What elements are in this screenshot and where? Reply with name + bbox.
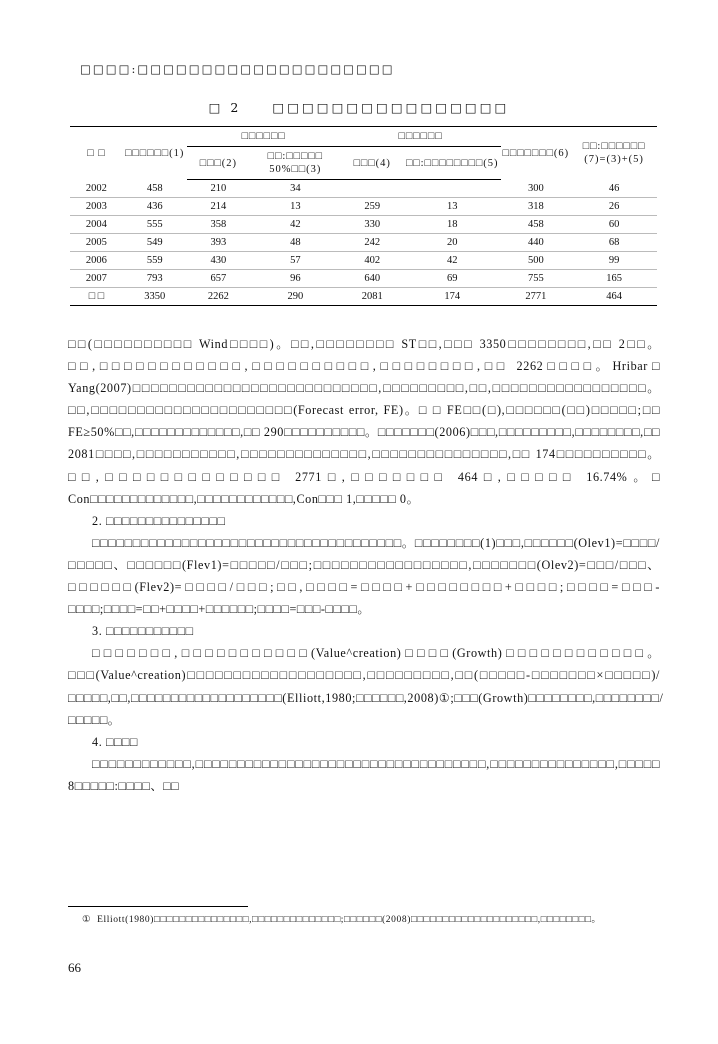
cell: 174 xyxy=(404,288,501,306)
paragraph: □□□□□□□□□□□□□□□□□□□□□□□□□□□□□□□□□□□□□□。□□□□□□□□(1)□□□,□□□□□□(Olev1)=□□□□/□□□□□、□□□□□□(Flev1)=□□□□□/□□□;□□□□□□□□□□□□□□□□□,□□□□□□□(Olev2)=□□□/□□□、□□□□□□(Flev2)=□□□□/□□□;□□,□□□□=□□□□+□□□□□□□□+□□□□;□□□□=□□□-□□□□;□□□□=□□+□□□□+□□□□□□;□□□□=□□□-□□□□。 xyxy=(68,535,660,617)
cell: 259 xyxy=(341,198,404,216)
table-title: □ 2 □□□□□□□□□□□□□□□□ xyxy=(208,100,510,115)
cell: 48 xyxy=(250,234,340,252)
cell: 96 xyxy=(250,270,340,288)
col-header-initial: □□□□□□(1) xyxy=(125,147,185,159)
cell: 318 xyxy=(501,198,572,216)
cell: 57 xyxy=(250,252,340,270)
cell: 657 xyxy=(187,270,250,288)
cell: 458 xyxy=(123,180,187,198)
cell: 68 xyxy=(571,234,657,252)
body-text xyxy=(68,333,664,797)
section-heading-4: 4. □□□□ xyxy=(92,734,138,749)
cell: 2081 xyxy=(341,288,404,306)
table-row xyxy=(70,252,657,270)
paragraph: □□□□□□□,□□□□□□□□□□□(Value^creation)□□□□(Growth)□□□□□□□□□□□□。□□□(Value^creation)□□□□□□□□□□□□□□□□□□□,□□□□□□□□□,□□(□□□□□-□□□□□□□×□□□□□)/□□□□□,□□,□□□□□□□□□□□□□□□□□□□(Elliott,1980;□□□□□□,2008)①;□□□(Growth)□□□□□□□□,□□□□□□□□/□□□□□。 xyxy=(68,646,664,727)
col-header-a2: □□:□□□□□ 50%□□(3) xyxy=(250,147,340,180)
page-number: 66 xyxy=(68,960,81,975)
table-row xyxy=(70,180,657,198)
cell: 290 xyxy=(250,288,340,306)
cell: 2005 xyxy=(70,234,123,252)
cell: 242 xyxy=(341,234,404,252)
cell: 46 xyxy=(571,180,657,198)
cell: 2003 xyxy=(70,198,123,216)
source-note: □□□□:□□□□□□□□□□□□□□□□□□□□ xyxy=(80,62,395,76)
cell: 42 xyxy=(250,216,340,234)
cell: 2004 xyxy=(70,216,123,234)
cell: 402 xyxy=(341,252,404,270)
cell: 2007 xyxy=(70,270,123,288)
cell: 358 xyxy=(187,216,250,234)
sample-selection-table xyxy=(70,126,657,306)
cell: 42 xyxy=(404,252,501,270)
cell: 393 xyxy=(187,234,250,252)
cell: 755 xyxy=(501,270,572,288)
table-total-row xyxy=(70,288,657,306)
cell: 13 xyxy=(250,198,340,216)
cell: 165 xyxy=(571,270,657,288)
cell: 559 xyxy=(123,252,187,270)
paragraph: □□□□□□□□□□□□,□□□□□□□□□□□□□□□□□□□□□□□□□□□□□□□□□□□,□□□□□□□□□□□□□□□,□□□□□ 8□□□□□:□□□□、□□ xyxy=(68,756,660,793)
cell: 458 xyxy=(501,216,572,234)
cell xyxy=(404,180,501,198)
cell: 793 xyxy=(123,270,187,288)
footnote-text: Elliott(1980)□□□□□□□□□□□□□□□,□□□□□□□□□□□□□□;□□□□□□(2008)□□□□□□□□□□□□□□□□□□□□,□□□□□□□□。 xyxy=(97,915,602,925)
table-row xyxy=(70,216,657,234)
cell: 2006 xyxy=(70,252,123,270)
col-header-a1: □□□(2) xyxy=(187,147,250,180)
footnote xyxy=(68,912,660,928)
cell: 440 xyxy=(501,234,572,252)
cell: 300 xyxy=(501,180,572,198)
col-group-b: □□□□□□ xyxy=(341,127,501,147)
cell: 549 xyxy=(123,234,187,252)
section-heading-2: 2. □□□□□□□□□□□□□□□ xyxy=(92,513,226,528)
cell: □ □ xyxy=(70,288,123,306)
cell: 18 xyxy=(404,216,501,234)
section-heading-3: 3. □□□□□□□□□□□ xyxy=(92,624,194,639)
cell: 69 xyxy=(404,270,501,288)
cell: 34 xyxy=(250,180,340,198)
cell: 99 xyxy=(571,252,657,270)
cell: 2002 xyxy=(70,180,123,198)
paragraph: □□(□□□□□□□□□□ Wind□□□□)。□□,□□□□□□□□ ST□□,□□□ 3350□□□□□□□□,□□ 2□□。□□,□□□□□□□□□□□□,□□□□□□□□□□,□□□□□□□□,□□ 2262□□□□。Hribar□ Yang(2007)□□□□□□□□□□□□□□□□□□□□□□□□□□□,□□□□□□□□□,□□,□□□□□□□□□□□□□□□□□。□□,□□□□□□□□□□□□□□□□□□□□□□(Forecast error, FE)。□ □ FE□□(□),□□□□□□(□□)□□□□□;□□ FE≥50%□□,□□□□□□□□□□□□□,□□ 290□□□□□□□□□□。□□□□□□□(2006)□□□,□□□□□□□□□,□□□□□□□□,□□ 2081□□□□,□□□□□□□□□□□,□□□□□□□□□□□□□□,□□□□□□□□□□□□□□□,□□ 174□□□□□□□□□□。□□,□□□□□□□□□□□□□ 2771□,□□□□□□□ 464□,□□□□□ 16.74%。□ Con□□□□□□□□□□□□□,□□□□□□□□□□□□,Con□□□ 1,□□□□□ 0。 xyxy=(68,337,660,506)
col-header-final: □□□□□□□(6) xyxy=(502,147,570,159)
table-row xyxy=(70,234,657,252)
cell: 2262 xyxy=(187,288,250,306)
cell: 555 xyxy=(123,216,187,234)
footnote-divider xyxy=(68,906,248,907)
cell: 3350 xyxy=(123,288,187,306)
cell: 20 xyxy=(404,234,501,252)
cell: 430 xyxy=(187,252,250,270)
cell xyxy=(341,180,404,198)
cell: 26 xyxy=(571,198,657,216)
cell: 640 xyxy=(341,270,404,288)
footnote-mark: ① xyxy=(82,915,92,925)
col-group-a: □□□□□□ xyxy=(187,127,341,147)
cell: 500 xyxy=(501,252,572,270)
table-row xyxy=(70,198,657,216)
col-header-year: □ □ xyxy=(87,147,106,159)
col-header-b1: □□□(4) xyxy=(341,147,404,180)
cell: 13 xyxy=(404,198,501,216)
cell: 210 xyxy=(187,180,250,198)
cell: 330 xyxy=(341,216,404,234)
cell: 2771 xyxy=(501,288,572,306)
table-row xyxy=(70,270,657,288)
cell: 464 xyxy=(571,288,657,306)
cell: 214 xyxy=(187,198,250,216)
col-header-b2: □□:□□□□□□□□(5) xyxy=(404,147,501,180)
cell: 436 xyxy=(123,198,187,216)
col-header-deleted: □□:□□□□□□ (7)=(3)+(5) xyxy=(582,141,646,166)
cell: 60 xyxy=(571,216,657,234)
